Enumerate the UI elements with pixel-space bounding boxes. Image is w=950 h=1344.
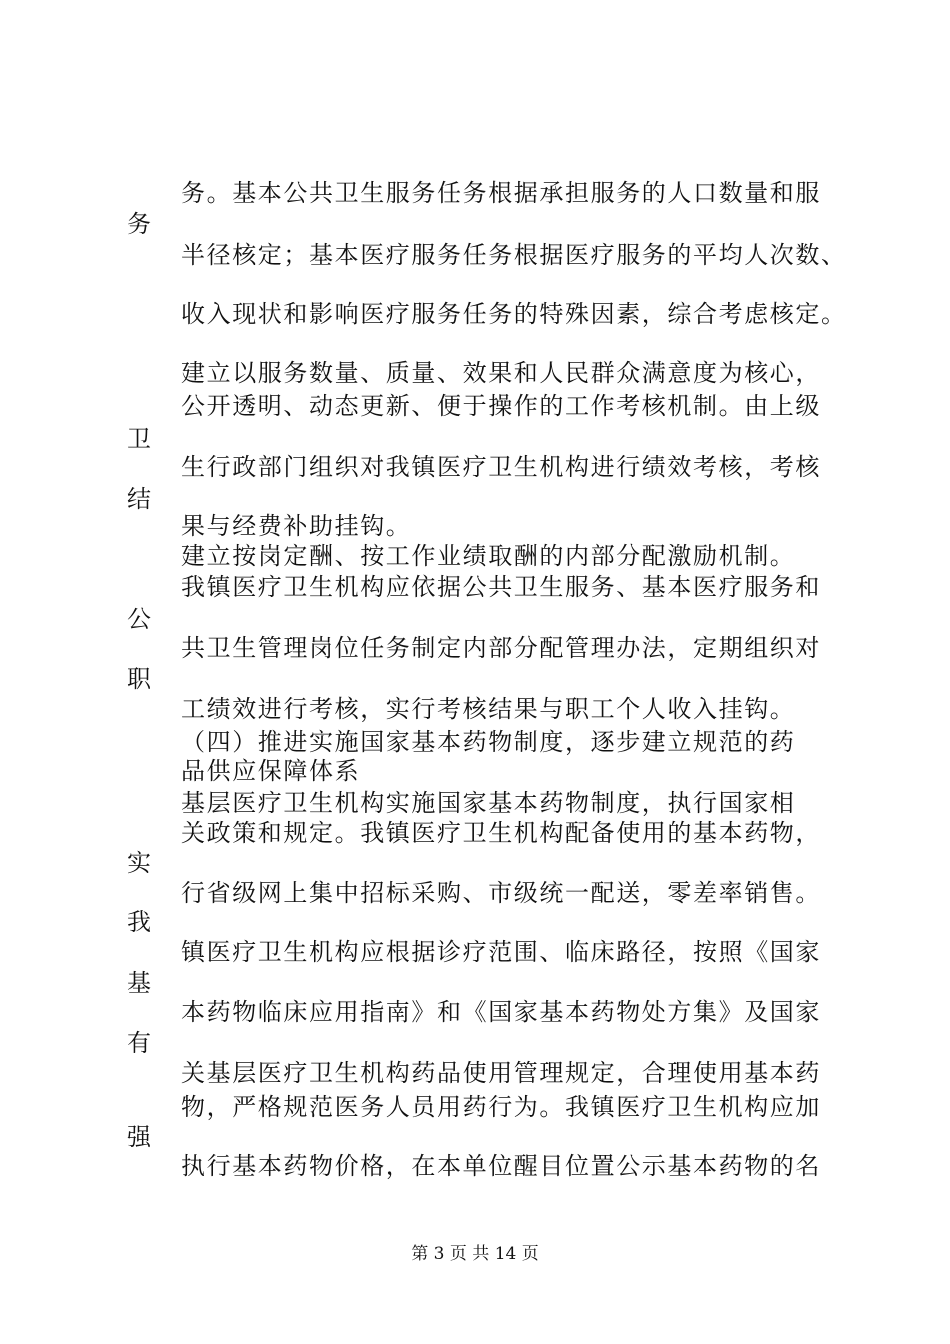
text-line: 行省级网上集中招标采购、市级统一配送，零差率销售。	[181, 879, 821, 907]
text-line: 公开透明、动态更新、便于操作的工作考核机制。由上级	[181, 392, 821, 420]
text-line: 我镇医疗卫生机构应依据公共卫生服务、基本医疗服务和	[181, 573, 821, 601]
text-line: 建立按岗定酬、按工作业绩取酬的内部分配激励机制。	[181, 542, 796, 570]
margin-char: 实	[127, 849, 151, 877]
margin-char: 我	[127, 908, 151, 936]
text-line: 果与经费补助挂钩。	[181, 512, 412, 540]
text-line: 镇医疗卫生机构应根据诊疗范围、临床路径，按照《国家	[181, 938, 821, 966]
text-line: 执行基本药物价格，在本单位醒目位置公示基本药物的名	[181, 1152, 821, 1180]
text-line: 本药物临床应用指南》和《国家基本药物处方集》及国家	[181, 998, 821, 1026]
text-line: 半径核定；基本医疗服务任务根据医疗服务的平均人次数、	[181, 241, 847, 269]
margin-char: 有	[127, 1029, 151, 1057]
section-heading: （四）推进实施国家基本药物制度，逐步建立规范的药	[181, 728, 796, 756]
margin-char: 公	[127, 605, 151, 633]
text-line: 务。基本公共卫生服务任务根据承担服务的人口数量和服	[181, 179, 821, 207]
margin-char: 强	[127, 1123, 151, 1151]
text-line: 工绩效进行考核，实行考核结果与职工个人收入挂钩。	[181, 695, 796, 723]
text-line: 收入现状和影响医疗服务任务的特殊因素，综合考虑核定。	[181, 300, 847, 328]
margin-char: 务	[127, 210, 151, 238]
margin-char: 职	[127, 665, 151, 693]
page-number-footer: 第 3 页 共 14 页	[411, 1244, 539, 1264]
text-line: 关基层医疗卫生机构药品使用管理规定，合理使用基本药	[181, 1059, 821, 1087]
text-line: 物，严格规范医务人员用药行为。我镇医疗卫生机构应加	[181, 1093, 821, 1121]
text-line: 共卫生管理岗位任务制定内部分配管理办法，定期组织对	[181, 634, 821, 662]
text-line: 生行政部门组织对我镇医疗卫生机构进行绩效考核，考核	[181, 453, 821, 481]
text-line: 建立以服务数量、质量、效果和人民群众满意度为核心，	[181, 359, 821, 387]
section-heading: 品供应保障体系	[181, 757, 361, 785]
margin-char: 结	[127, 485, 151, 513]
text-line: 基层医疗卫生机构实施国家基本药物制度，执行国家相	[181, 789, 796, 817]
margin-char: 基	[127, 969, 151, 997]
text-line: 关政策和规定。我镇医疗卫生机构配备使用的基本药物，	[181, 819, 821, 847]
margin-char: 卫	[127, 425, 151, 453]
